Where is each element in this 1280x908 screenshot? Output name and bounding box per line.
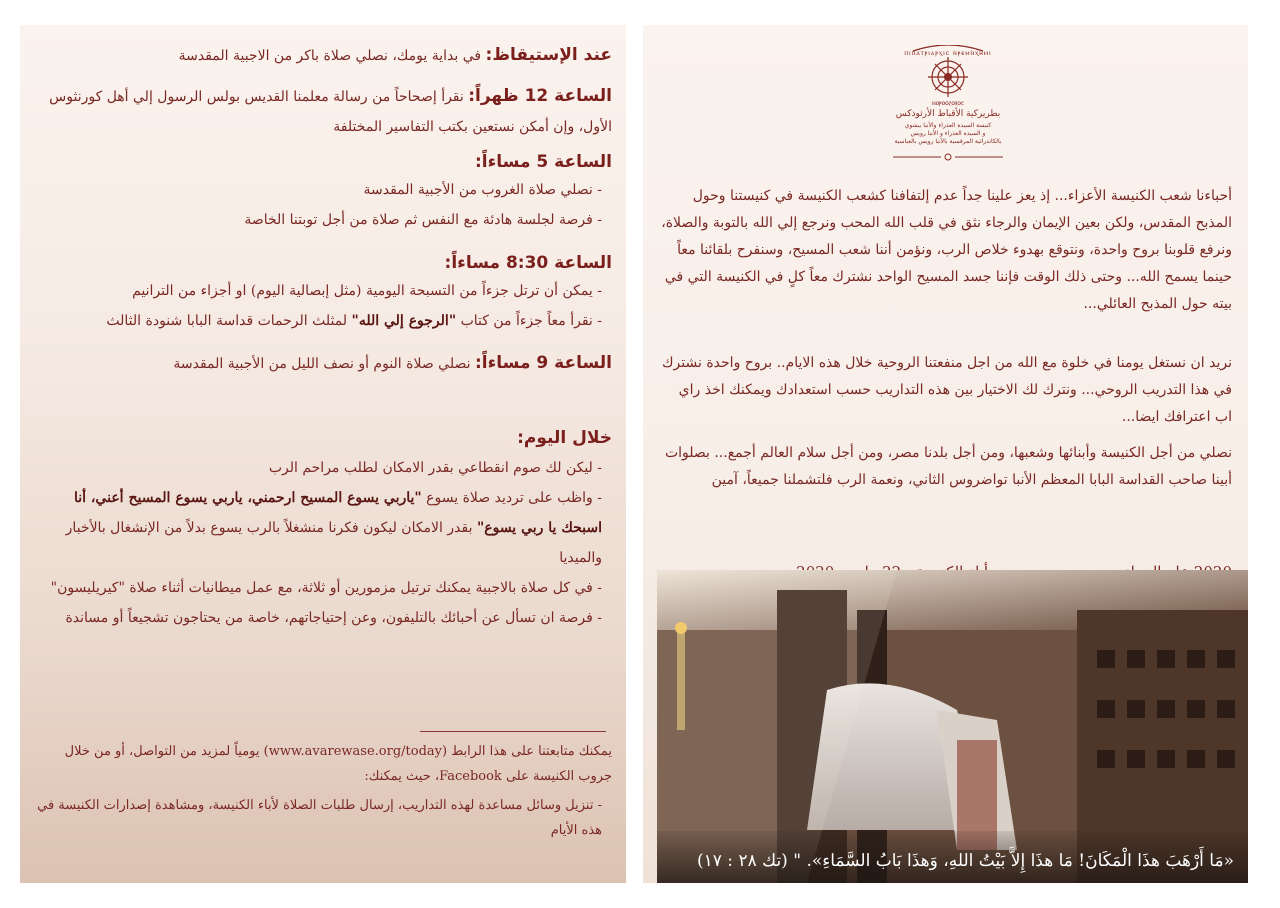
eight-item-1: - يمكن أن ترتل جزءاً من التسبحة اليومية (مثل إبصالية اليوم) او أجزاء من الترانيم	[132, 283, 602, 299]
footer-text: يمكنك متابعتنا على هذا الرابط (www.avarewase.org/today) يومياً لمزيد من التواصل، أو من خلال جروب الكنيسة على Facebook، حيث يمكنك:	[64, 744, 612, 784]
day-block	[32, 423, 612, 633]
nine-heading: الساعة 9 مساءاً:	[474, 353, 612, 373]
day-item-1: - ليكن لك صوم انقطاعي بقدر الامكان لطلب مراحم الرب	[268, 460, 602, 476]
day-heading: خلال اليوم:	[517, 428, 612, 448]
retreat-paragraph: نريد ان نستغل يومنا في خلوة مع الله من اجل منفعتنا الروحية خلال هذه الايام.. بروح واحدة نشترك في هذا التدريب الروحي... ونترك لك الاختيار بين هذه التداريب حسب استعدادك ويمكنك اخذ راي اب اعترافك ايضا...	[662, 355, 1232, 425]
day-item-3: - في كل صلاة بالاجبية يمكنك ترتيل مزمورين أو ثلاثة، مع عمل ميطانيات أثناء صلاة "كيريليسون"	[50, 580, 602, 596]
church-altar-photo	[657, 570, 1248, 883]
five-item-2: - فرصة لجلسة هادئة مع النفس ثم صلاة من أجل توبتنا الخاصة	[244, 212, 602, 228]
day-item-4: - فرصة ان تسأل عن أحبائك بالتليفون، وعن إحتياجاتهم، خاصة من يحتاجون تشجيعاً أو مساندة	[65, 610, 602, 626]
noon-text: نقرأ إصحاحاً من رسالة معلمنا القديس بولس الرسول إلي أهل كورنثوس الأول، وإن أمكن نستعين بكتب التفاسير المختلفة	[49, 89, 612, 135]
nine-text: نصلي صلاة النوم أو نصف الليل من الأجبية المقدسة	[173, 356, 471, 372]
book-title: "الرجوع إلي الله"	[351, 313, 457, 329]
jesus-prayer: "ياربي يسوع المسيح ارحمني، ياربي يسوع المسيح أعني، أنا اسبحك يا ربي يسوع"	[73, 490, 602, 536]
five-item-1: - نصلي صلاة الغروب من الأجبية المقدسة	[363, 182, 602, 198]
eight-heading: الساعة 8:30 مساءاً:	[444, 253, 612, 273]
intro-paragraph: أحباءنا شعب الكنيسة الأعزاء... إذ يعز علينا جداً عدم إلتفافنا كشعب الكنيسة في كنيستنا وحول المذبح المقدس، ولكن بعين الإيمان والرجاء نثق في قلب الله المحب ونرجع إلي الله بالتوبة والصلاة، ونرفع قلوبنا بروح واحدة، ونتوقع بهدوء خلاص الرب، ونؤمن أننا شعب المسيح، وسنفرح بلقائنا معاً حينما يسمح الله... وحتى ذلك الوقت فإننا جسد المسيح الواحد نشترك معاً كلٍ في الكنيسة التي في بيته حول المذبح العائلي...	[661, 188, 1232, 312]
nine-line	[32, 353, 612, 374]
left-panel	[20, 25, 626, 883]
five-heading: الساعة 5 مساءاً:	[474, 152, 612, 172]
noon-heading: الساعة 12 ظهراً:	[468, 86, 612, 106]
noon-line	[32, 81, 612, 142]
eight-item-2	[32, 311, 602, 331]
right-panel	[643, 25, 1248, 883]
logo-coptic-sub: ⲛⲟⲣⲟⲟⲍⲟⲝⲟⲥ	[932, 99, 964, 107]
eight-item-2-post: لمثلث الرحمات قداسة البابا شنودة الثالث	[106, 313, 348, 329]
scripture-caption: «مَا أَرْهَبَ هذَا الْمَكَانَ! مَا هذَا إِلاَّ بَيْتُ اللهِ، وَهذَا بَابُ السَّمَاءِ». " (تك ٢٨ : ١٧)	[697, 851, 1234, 871]
footer-block	[32, 739, 612, 843]
five-block	[32, 152, 612, 230]
day-item-2	[32, 483, 602, 573]
logo-line-2: و السيدة العذراء و الأنبا رويس	[910, 130, 986, 137]
logo-arabic: بطريركية الأقباط الأرثوذكس	[895, 109, 1001, 119]
wake-line	[32, 45, 612, 66]
day-item-2-pre: - واظب على ترديد صلاة يسوع	[426, 490, 602, 506]
wake-heading: عند الإستيقاظ:	[485, 45, 612, 65]
footer-item: - تنزيل وسائل مساعدة لهذه التداريب، إرسال طلبات الصلاة لأباء الكنيسة، ومشاهدة إصدارات الكنيسة في هذه الأيام	[37, 798, 602, 838]
eight-block	[32, 253, 612, 331]
day-item-2-post: بقدر الامكان ليكون فكرنا منشغلاً بالرب يسوع بدلاً من الإنشغال بالأخبار والميديا	[65, 520, 602, 566]
eight-item-2-pre: - نقرأ معاً جزءاً من كتاب	[460, 313, 602, 329]
caption-bar	[657, 831, 1248, 883]
logo-line-1: كنيسة السيدة العذراء والأنبا بيشوي	[904, 122, 992, 129]
logo-line-3: بالكاتدرائية المرقسية بالأنبا رويس بالعباسية	[894, 138, 1002, 145]
wake-text: في بداية يومك، نصلي صلاة باكر من الاجبية المقدسة	[178, 48, 482, 64]
footer-divider	[420, 731, 606, 732]
prayer-paragraph: نصلي من أجل الكنيسة وأبنائها وشعبها، ومن أجل بلدنا مصر، ومن أجل سلام العالم أجمع... بصلوات أبينا صاحب القداسة البابا المعظم الأنبا تواضروس الثاني، ونعمة الرب فلتشملنا جميعاً، آمين	[664, 445, 1232, 488]
patriarchate-logo	[853, 45, 1043, 163]
logo-coptic: ⲡⲓⲡⲁⲧⲣⲓⲁⲣⲭⲓⲥ ⲛ̀ⲣⲉⲙⲛ̀ⲭⲏⲙⲓ	[904, 49, 992, 57]
